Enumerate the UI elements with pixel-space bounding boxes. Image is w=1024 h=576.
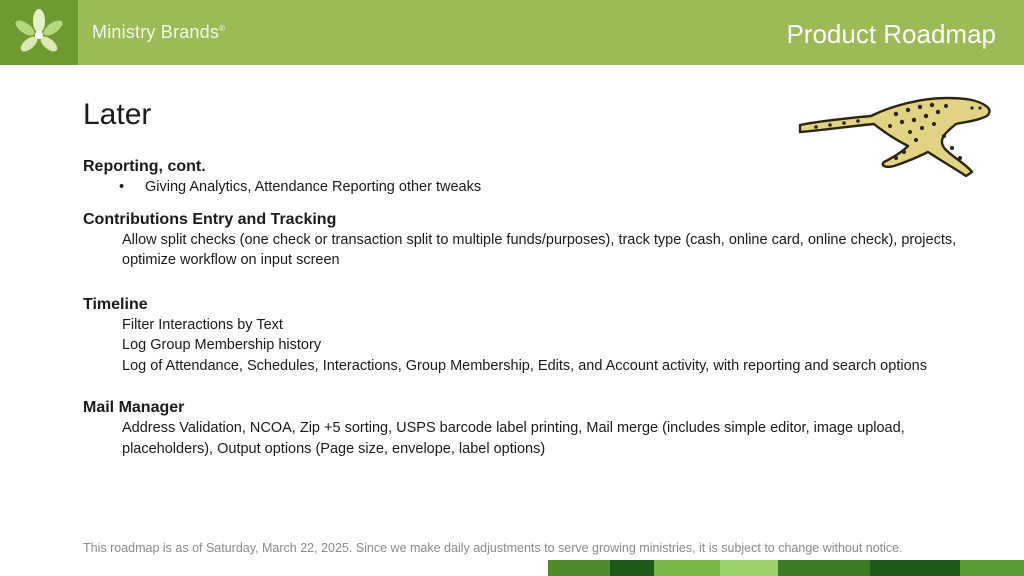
footer-color-bar xyxy=(548,560,1024,576)
footer-bar-segment xyxy=(654,560,720,576)
section-heading: Mail Manager xyxy=(83,399,185,416)
list-item: Address Validation, NCOA, Zip +5 sorting, USPS barcode label printing, Mail merge (includes simple editor, image upload, placeholders), Output options (Page size, envelope, label options) xyxy=(122,420,905,457)
footer-disclaimer: This roadmap is as of Saturday, March 22, 2025. Since we make daily adjustments to serve growing ministries, it is subject to change without notice. xyxy=(83,541,903,555)
list-item-text: Giving Analytics, Attendance Reporting other tweaks xyxy=(145,179,482,195)
footer-bar-segment xyxy=(778,560,870,576)
footer-bar-segment xyxy=(610,560,654,576)
header-bar xyxy=(0,0,1024,65)
brand-logo[interactable] xyxy=(0,0,78,65)
roadmap-content xyxy=(83,157,963,459)
section-mail-manager xyxy=(83,398,963,459)
list-item: Log of Attendance, Schedules, Interactions, Group Membership, Edits, and Account activity, with reporting and search options xyxy=(122,357,927,374)
header-title: Product Roadmap xyxy=(786,19,996,49)
brand-name: Ministry Brands® xyxy=(92,22,226,42)
list-item: Filter Interactions by Text xyxy=(122,316,283,333)
list-item: Log Group Membership history xyxy=(122,337,322,353)
footer-bar-segment xyxy=(720,560,778,576)
footer-bar-segment xyxy=(548,560,610,576)
list-item: Allow split checks (one check or transaction split to multiple funds/purposes), track type (cash, online card, online check), projects, optimize workflow on input screen xyxy=(122,231,957,268)
list-item xyxy=(119,177,963,198)
section-reporting xyxy=(83,157,963,198)
leaf-logo-icon xyxy=(12,8,66,58)
bullet-icon: • xyxy=(119,179,125,195)
section-heading: Timeline xyxy=(83,295,148,313)
section-heading: Reporting, cont. xyxy=(83,158,206,175)
page-title: Later xyxy=(83,98,152,131)
footer-bar-segment xyxy=(870,560,960,576)
section-contributions xyxy=(83,210,963,271)
section-heading: Contributions Entry and Tracking xyxy=(83,210,337,228)
section-timeline xyxy=(83,295,963,377)
footer-bar-segment xyxy=(960,560,1024,576)
